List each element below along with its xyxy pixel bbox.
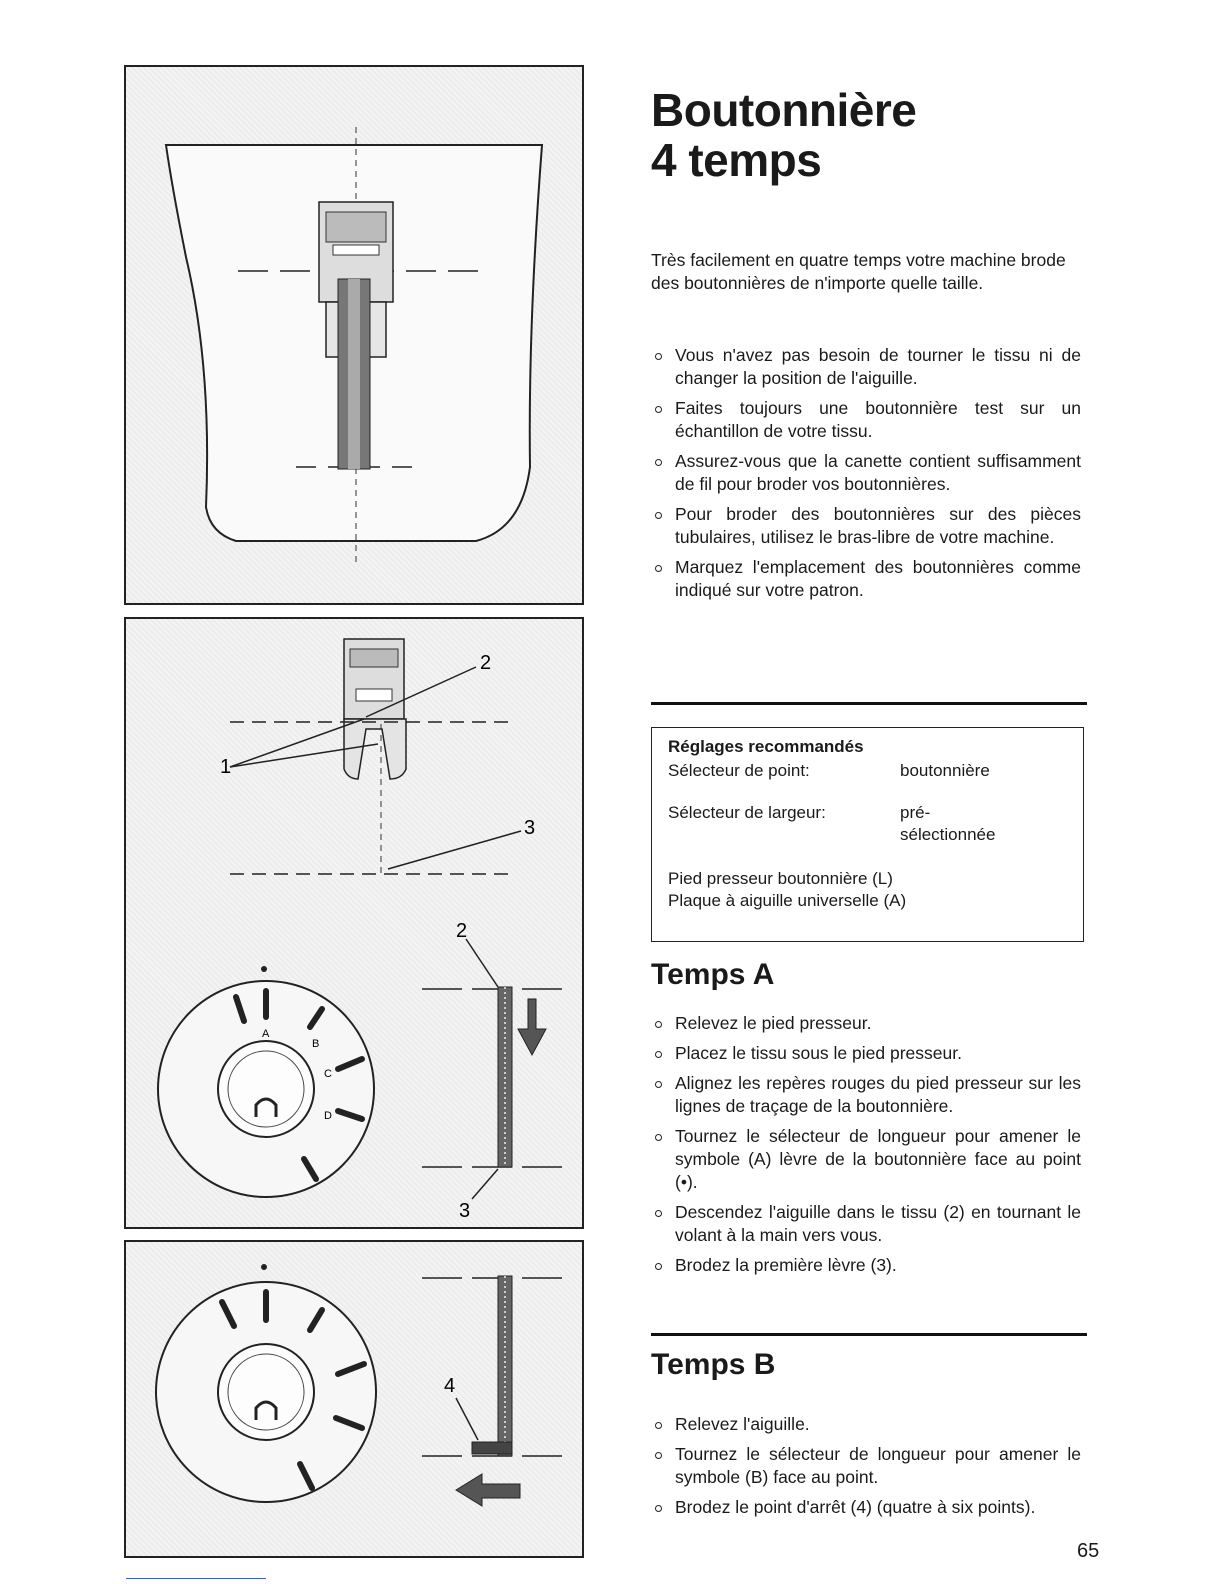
callout-1: 1 <box>220 756 232 778</box>
list-item: Tournez le sélecteur de longueur pour amener le symbole (A) lèvre de la boutonnière face au point (•). <box>651 1125 1081 1194</box>
dial-label-b: B <box>312 1038 320 1050</box>
step-a-bullets <box>651 1012 1081 1284</box>
stitch-selector-value: boutonnière <box>900 761 990 780</box>
callout-lip-3: 3 <box>459 1200 471 1222</box>
intro-paragraph: Très facilement en quatre temps votre machine brode des boutonnières de n'importe quelle taille. <box>651 250 1066 293</box>
callout-3: 3 <box>524 817 536 839</box>
divider <box>651 702 1087 705</box>
page-title <box>651 85 916 185</box>
width-selector-value <box>900 802 1050 846</box>
step-a-heading: Temps A <box>651 958 775 991</box>
presser-foot-setting: Pied presseur boutonnière (L) <box>668 869 893 888</box>
illustration-step-b <box>124 1240 584 1558</box>
step-b-bullets <box>651 1413 1081 1526</box>
list-item: Pour broder des boutonnières sur des pièces tubulaires, utilisez le bras-libre de votre machine. <box>651 503 1081 549</box>
divider <box>651 1333 1087 1336</box>
list-item: Tournez le sélecteur de longueur pour amener le symbole (B) face au point. <box>651 1443 1081 1489</box>
list-item: Marquez l'emplacement des boutonnières comme indiqué sur votre patron. <box>651 556 1081 602</box>
width-value-line-1: pré- <box>900 803 931 822</box>
dial-label-c: C <box>324 1068 332 1080</box>
step-b-heading: Temps B <box>651 1348 776 1381</box>
list-item: Relevez l'aiguille. <box>651 1413 1081 1436</box>
width-value-line-2: sélectionnée <box>900 825 996 844</box>
list-item: Placez le tissu sous le pied presseur. <box>651 1042 1081 1065</box>
dial-label-a: A <box>262 1028 270 1040</box>
title-line-2: 4 temps <box>651 134 822 186</box>
list-item: Alignez les repères rouges du pied presseur sur les lignes de traçage de la boutonnière. <box>651 1072 1081 1118</box>
list-item: Vous n'avez pas besoin de tourner le tissu ni de changer la position de l'aiguille. <box>651 344 1081 390</box>
recommended-settings-box <box>651 727 1084 942</box>
title-line-1: Boutonnière <box>651 84 917 136</box>
list-item: Brodez la première lèvre (3). <box>651 1254 1081 1277</box>
list-item: Brodez le point d'arrêt (4) (quatre à six points). <box>651 1496 1081 1519</box>
list-item: Relevez le pied presseur. <box>651 1012 1081 1035</box>
general-bullets <box>651 344 1081 609</box>
footer-rule <box>126 1578 266 1579</box>
step-a-drawing <box>126 619 584 1229</box>
needle-plate-setting: Plaque à aiguille universelle (A) <box>668 891 907 910</box>
step-b-drawing <box>126 1242 584 1558</box>
callout-needle-2: 2 <box>456 920 468 942</box>
callout-2: 2 <box>480 652 492 674</box>
settings-title: Réglages recommandés <box>668 737 864 756</box>
fabric-foot-drawing <box>126 67 584 605</box>
stitch-selector-label: Sélecteur de point: <box>668 761 810 780</box>
width-selector-label: Sélecteur de largeur: <box>668 803 826 822</box>
list-item: Assurez-vous que la canette contient suffisamment de fil pour broder vos boutonnières. <box>651 450 1081 496</box>
illustration-step-a <box>124 617 584 1229</box>
callout-bartack-4: 4 <box>444 1375 456 1397</box>
list-item: Faites toujours une boutonnière test sur un échantillon de votre tissu. <box>651 397 1081 443</box>
page-number: 65 <box>1077 1540 1100 1562</box>
illustration-fabric-foot <box>124 65 584 605</box>
dial-label-d: D <box>324 1110 332 1122</box>
list-item: Descendez l'aiguille dans le tissu (2) en tournant le volant à la main vers vous. <box>651 1201 1081 1247</box>
